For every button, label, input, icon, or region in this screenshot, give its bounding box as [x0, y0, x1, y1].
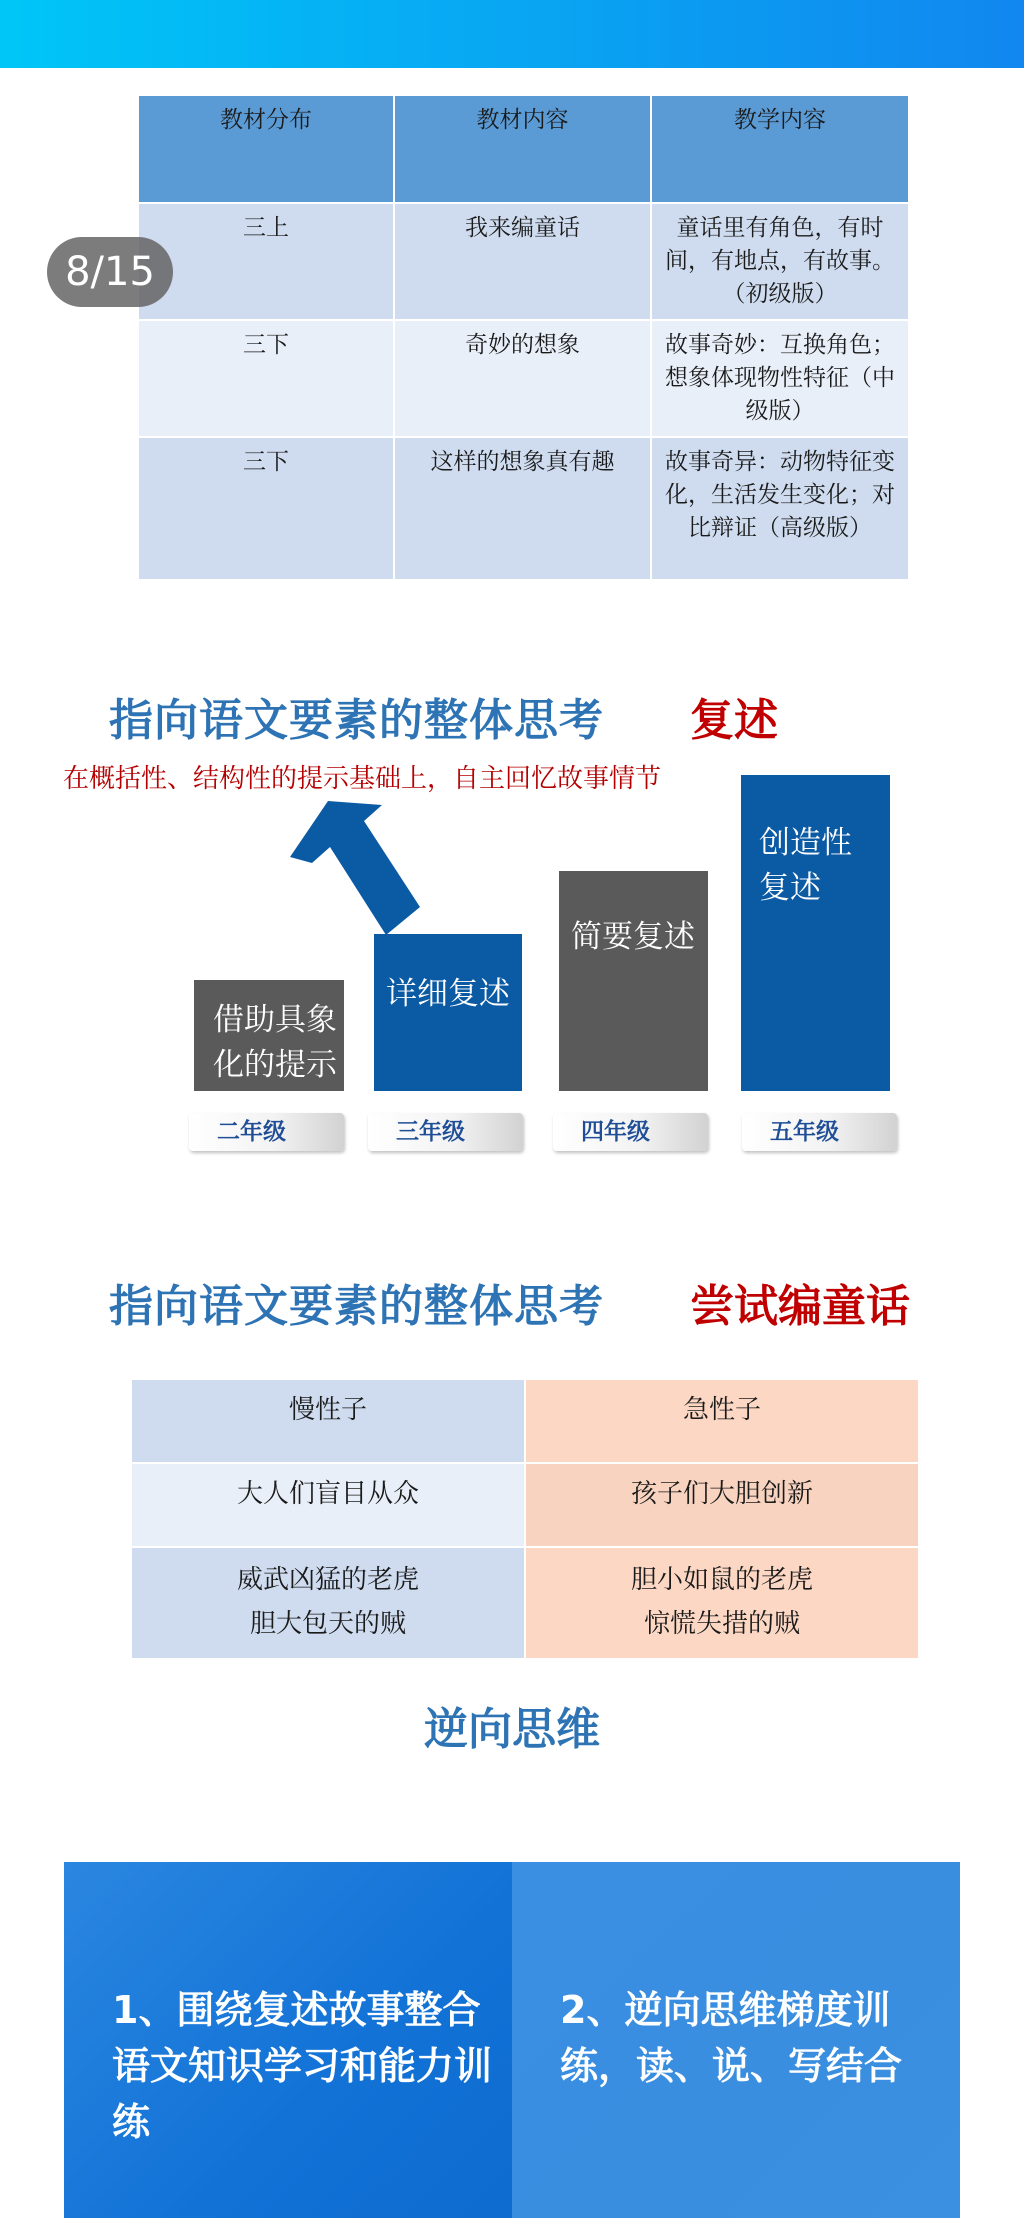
summary-box-1 [64, 1862, 512, 2218]
page-indicator-badge: 8/15 [47, 237, 173, 307]
cell-distribution: 三下 [138, 437, 394, 580]
cell-content: 我来编童话 [394, 203, 651, 320]
table-row [138, 320, 909, 437]
cell-content: 这样的想象真有趣 [394, 437, 651, 580]
header-teaching: 教学内容 [651, 95, 909, 203]
up-arrow-icon [290, 795, 430, 945]
bar-label: 创造性复述 [759, 825, 852, 906]
reverse-thinking-caption: 逆向思维 [424, 1704, 600, 1755]
table-header-row [138, 95, 909, 203]
bar-label: 详细复述 [386, 976, 510, 1012]
table-row [131, 1547, 919, 1659]
table-row [131, 1463, 919, 1547]
bar-grade2 [194, 980, 344, 1091]
header-distribution: 教材分布 [138, 95, 394, 203]
cell-right [525, 1547, 919, 1659]
retelling-note: 在概括性、结构性的提示基础上，自主回忆故事情节 [63, 764, 662, 794]
cell-line: 胆大包天的贼 [249, 1609, 406, 1639]
grade-label-2: 二年级 [189, 1113, 344, 1151]
cell-right: 孩子们大胆创新 [525, 1463, 919, 1547]
grade-label-3: 三年级 [368, 1113, 523, 1151]
bar-grade5 [741, 775, 890, 1091]
top-banner [0, 0, 1024, 68]
contrast-table [130, 1378, 920, 1660]
summary-text: 2、逆向思维梯度训练，读、说、写结合 [560, 1988, 903, 2088]
table-row [138, 203, 909, 320]
cell-left: 大人们盲目从众 [131, 1463, 525, 1547]
cell-left: 慢性子 [131, 1379, 525, 1463]
grade-label-5: 五年级 [742, 1113, 897, 1151]
summary-text: 1、围绕复述故事整合语文知识学习和能力训练 [112, 1988, 493, 2144]
bar-grade3 [374, 934, 522, 1091]
table-row [131, 1379, 919, 1463]
cell-distribution: 三下 [138, 320, 394, 437]
textbook-distribution-table [137, 94, 910, 581]
cell-distribution: 三上 [138, 203, 394, 320]
grade-label-4: 四年级 [553, 1113, 708, 1151]
cell-content: 奇妙的想象 [394, 320, 651, 437]
summary-box-2 [512, 1862, 960, 2218]
cell-line: 威武凶猛的老虎 [236, 1565, 419, 1595]
cell-teaching: 童话里有角色，有时间，有地点，有故事。（初级版） [651, 203, 909, 320]
bar-label: 简要复述 [571, 919, 695, 955]
bar-grade4 [559, 871, 708, 1091]
cell-line: 胆小如鼠的老虎 [630, 1565, 813, 1595]
cell-line: 惊慌失措的贼 [643, 1609, 800, 1639]
table-row [138, 437, 909, 580]
section-tag-fairytale: 尝试编童话 [690, 1281, 910, 1332]
cell-left [131, 1547, 525, 1659]
cell-right: 急性子 [525, 1379, 919, 1463]
bar-label: 借助具象化的提示 [213, 1002, 337, 1083]
section-tag-retelling: 复述 [690, 695, 778, 746]
section-title-retelling: 指向语文要素的整体思考 [109, 695, 604, 746]
cell-teaching: 故事奇妙：互换角色；想象体现物性特征（中级版） [651, 320, 909, 437]
cell-teaching: 故事奇异：动物特征变化，生活发生变化；对比辩证（高级版） [651, 437, 909, 580]
header-content: 教材内容 [394, 95, 651, 203]
section-title-fairytale: 指向语文要素的整体思考 [109, 1281, 604, 1332]
